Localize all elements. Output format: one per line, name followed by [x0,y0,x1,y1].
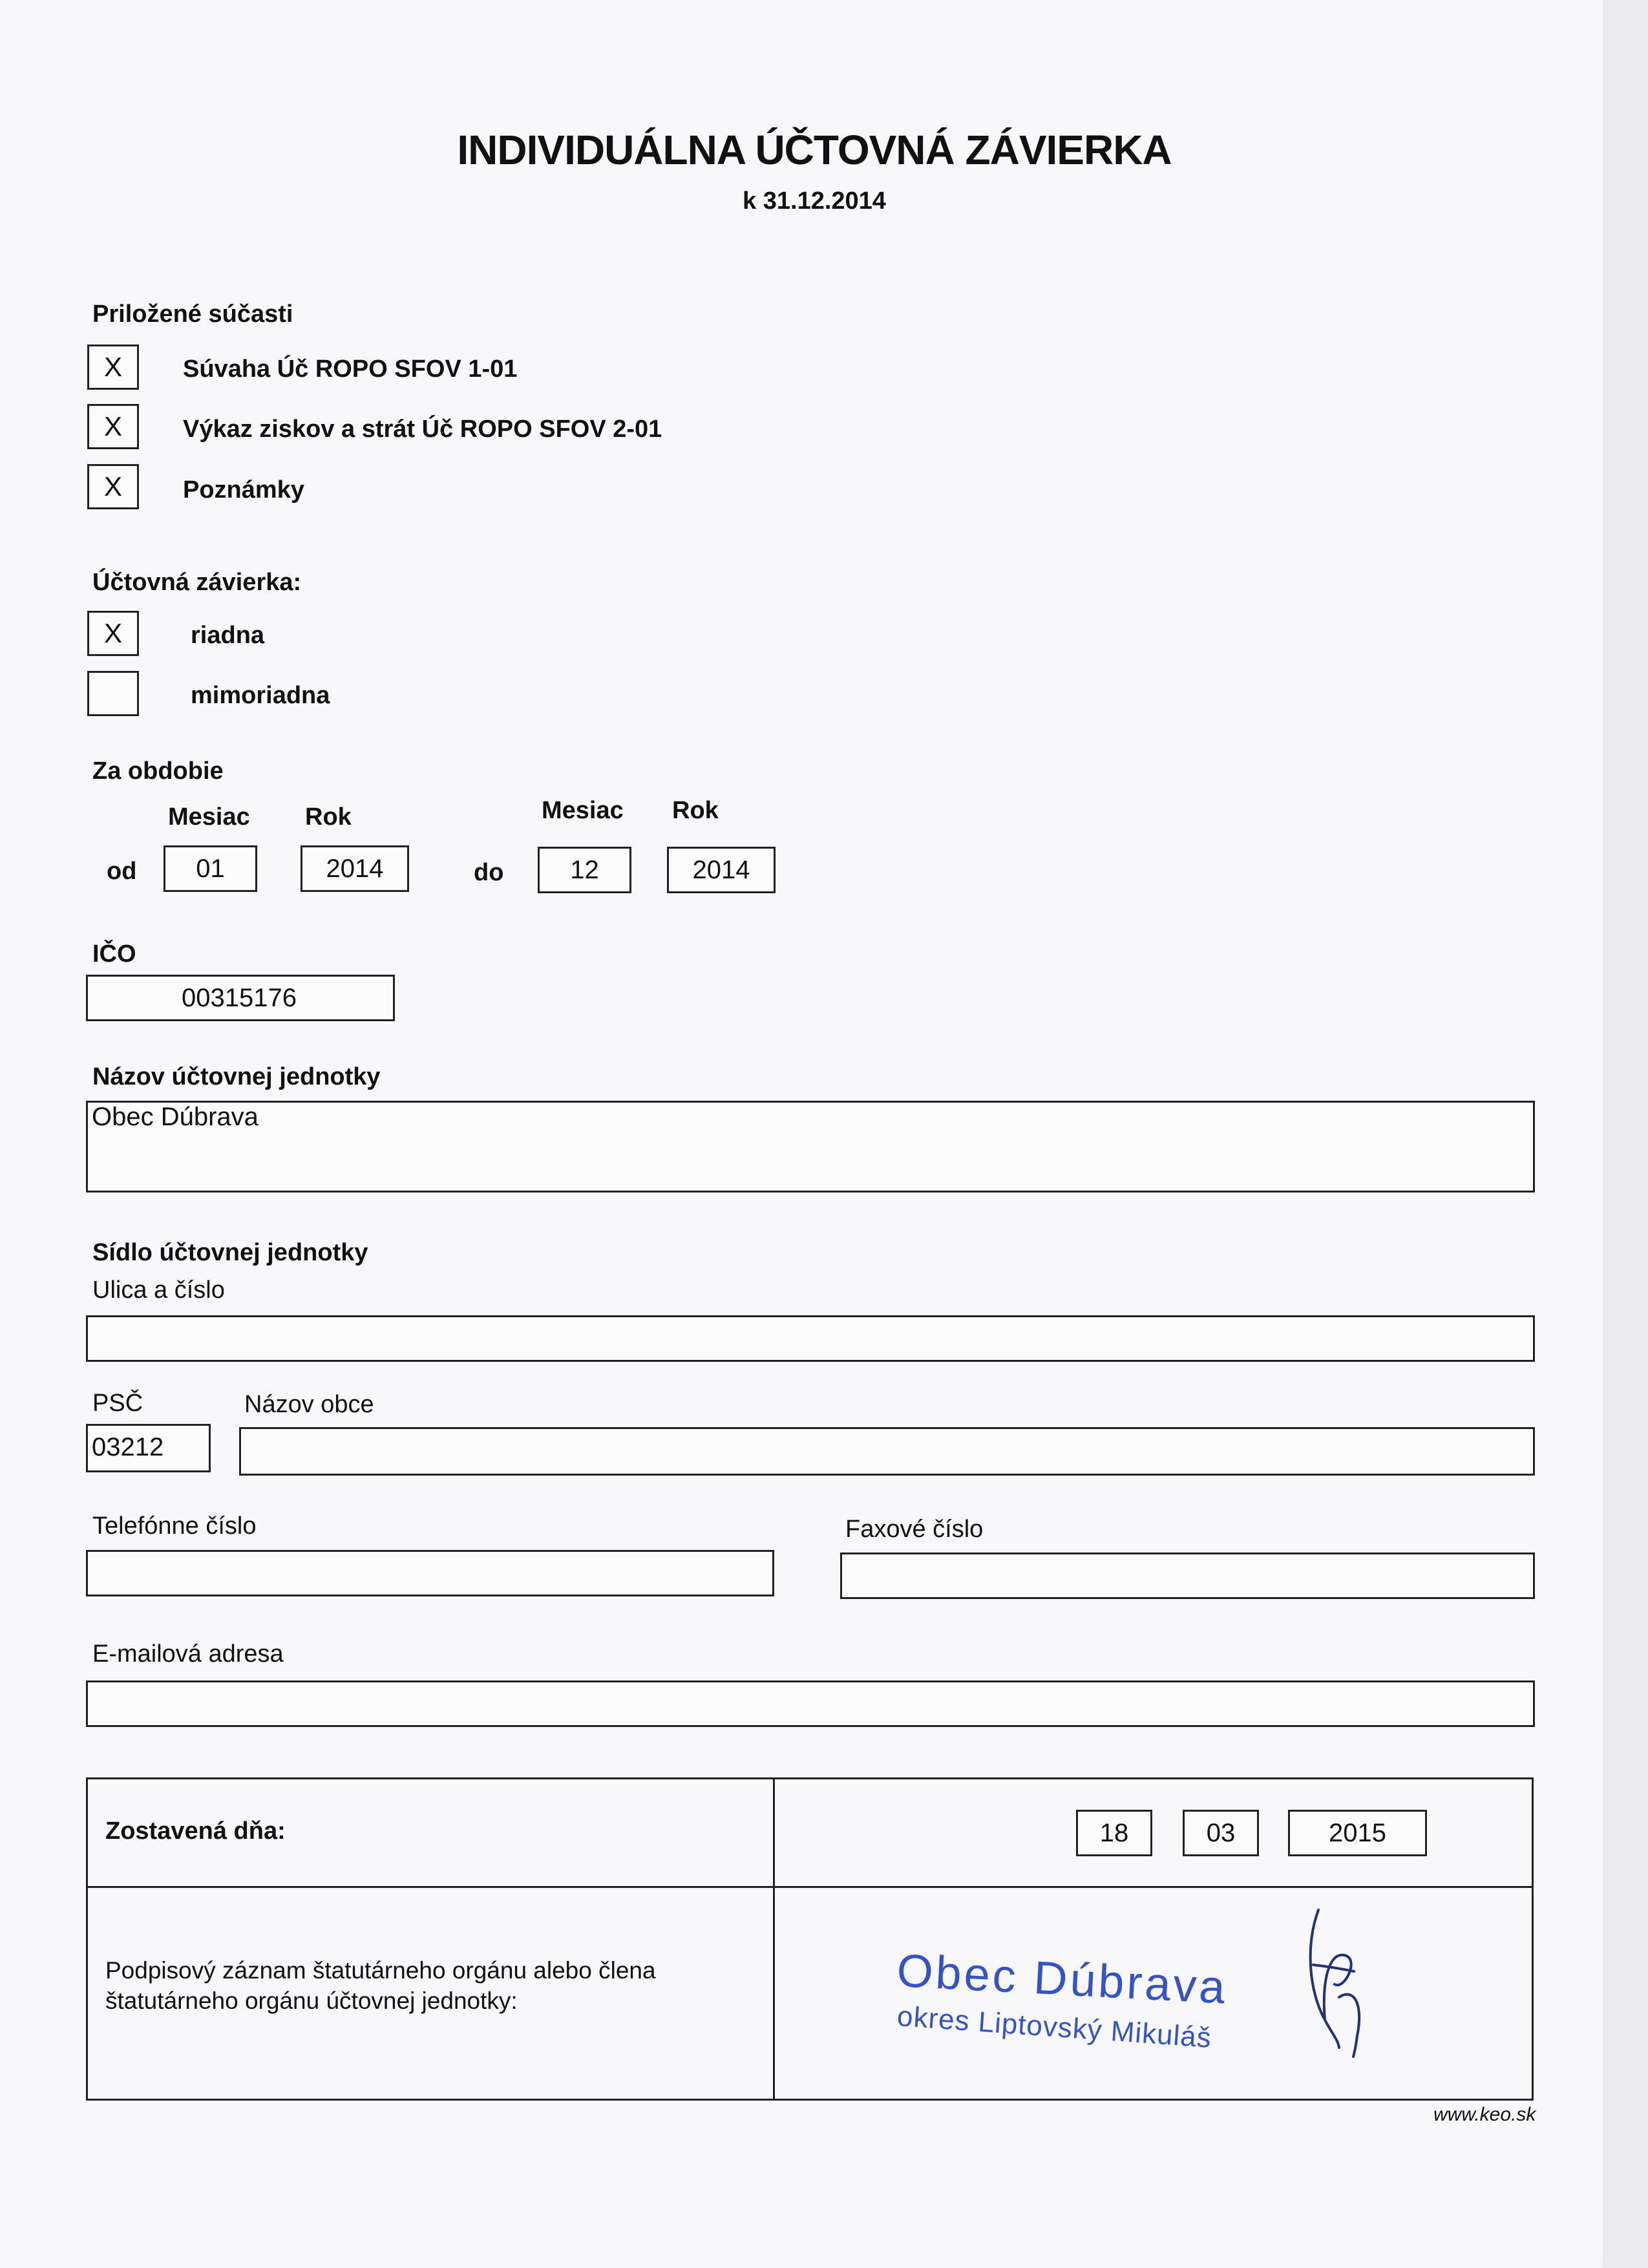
town-label: Názov obce [244,1391,374,1418]
unit-name-field[interactable]: Obec Dúbrava [86,1101,1535,1192]
document-title: INDIVIDUÁLNA ÚČTOVNÁ ZÁVIERKA [457,127,1172,173]
psc-field[interactable]: 03212 [86,1424,211,1472]
checkbox-regular[interactable]: X [87,611,139,656]
label-balance-sheet: Súvaha Úč ROPO SFOV 1-01 [183,355,518,383]
footer-website: www.keo.sk [1433,2104,1536,2125]
from-month-label: Mesiac [168,803,250,831]
ico-field[interactable]: 00315176 [86,975,395,1021]
town-field[interactable] [239,1427,1535,1476]
label-notes: Poznámky [183,476,304,503]
label-profit-loss: Výkaz ziskov a strát Úč ROPO SFOV 2-01 [183,416,662,443]
ico-label: IČO [92,940,136,968]
table-divider-horizontal [88,1886,1532,1888]
signature-label-line1: Podpisový záznam štatutárneho orgánu alebo člena [105,1957,656,1984]
checkbox-profit-loss[interactable]: X [87,404,139,449]
checkbox-extraordinary[interactable] [87,671,139,716]
checkbox-balance-sheet[interactable]: X [87,344,139,390]
fax-field[interactable] [840,1553,1535,1599]
fax-label: Faxové číslo [845,1516,984,1543]
stamp-line2: okres Liptovský Mikuláš [896,2000,1213,2054]
checkbox-notes[interactable]: X [87,464,139,509]
email-label: E-mailová adresa [92,1640,284,1668]
street-field[interactable] [86,1315,1535,1362]
compiled-month-field[interactable]: 03 [1183,1810,1259,1856]
closing-type-label: Účtovná závierka: [92,569,302,596]
components-label: Priložené súčasti [92,301,293,328]
period-label: Za obdobie [92,758,224,785]
compiled-year-field[interactable]: 2015 [1288,1810,1427,1856]
phone-field[interactable] [86,1550,774,1596]
from-month-field[interactable]: 01 [164,845,257,892]
from-year-label: Rok [305,803,352,831]
unit-name-label: Názov účtovnej jednotky [92,1063,381,1090]
email-field[interactable] [86,1680,1535,1727]
signature-scribble [1299,1907,1377,2062]
stamp-line1: Obec Dúbrava [895,1944,1229,2014]
to-year-label: Rok [672,797,719,824]
psc-label: PSČ [92,1390,143,1417]
from-year-field[interactable]: 2014 [301,845,409,892]
table-divider-vertical [773,1779,775,2099]
page-edge [1603,0,1648,2268]
to-month-field[interactable]: 12 [538,847,631,893]
signature-label-line2: štatutárneho orgánu účtovnej jednotky: [105,1987,518,2014]
compiled-label: Zostavená dňa: [105,1818,286,1845]
to-month-label: Mesiac [542,797,624,824]
street-label: Ulica a číslo [92,1277,225,1304]
seat-label: Sídlo účtovnej jednotky [92,1239,368,1266]
to-year-field[interactable]: 2014 [667,847,776,893]
from-label: od [107,858,137,885]
compiled-day-field[interactable]: 18 [1076,1810,1152,1856]
phone-label: Telefónne číslo [92,1512,257,1540]
to-label: do [474,859,504,886]
label-regular: riadna [191,622,265,649]
label-extraordinary: mimoriadna [191,682,330,709]
document-subtitle: k 31.12.2014 [743,187,886,215]
